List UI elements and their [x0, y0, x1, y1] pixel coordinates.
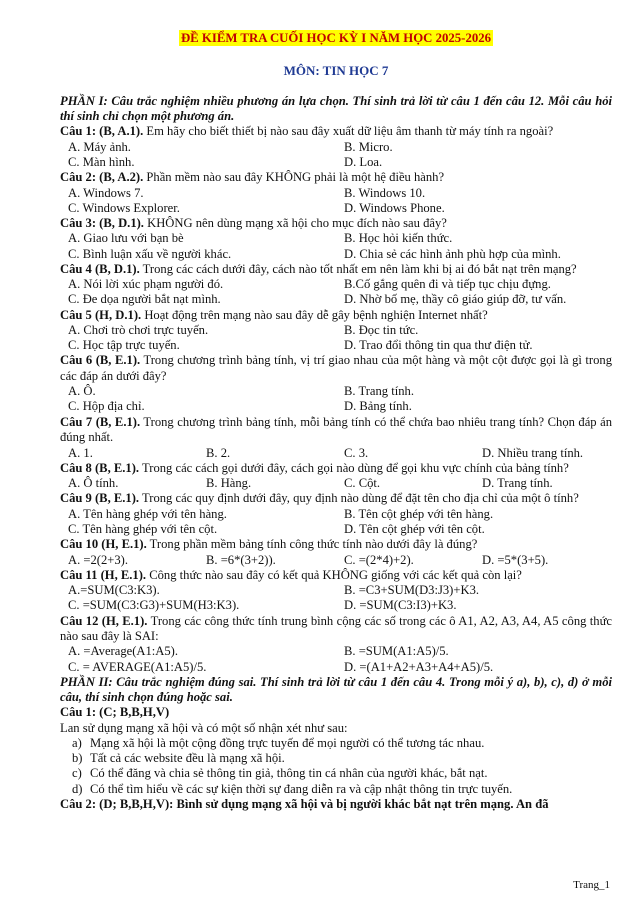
answer-option: A. Tên hàng ghép với tên hàng. — [68, 506, 227, 521]
answer-options — [60, 186, 612, 216]
answer-option: B. 2. — [206, 445, 231, 460]
part2-q1-label: Câu 1: (C; B,B,H,V) — [60, 705, 170, 720]
question-label: Câu 7 (B, E.1). — [60, 414, 141, 429]
question — [60, 353, 612, 384]
answer-option: B. Windows 10. — [344, 185, 426, 200]
answer-option: C. 3. — [344, 445, 369, 460]
answer-option: C. Bình luận xấu về người khác. — [68, 246, 232, 261]
question-label: Câu 8 (B, E.1). — [60, 460, 140, 475]
question — [60, 262, 612, 277]
question-text: Công thức nào sau đây có kết quả KHÔNG giống với các kết quả còn lại? — [146, 567, 522, 582]
part2-q1-intro: Lan sử dụng mạng xã hội và có một số nhận xét như sau: — [60, 720, 348, 735]
answer-option: B. Micro. — [344, 139, 393, 154]
answer-option: A. Ô tính. — [68, 476, 119, 491]
answer-option: A. Máy ảnh. — [68, 139, 131, 154]
statement — [72, 736, 612, 751]
question — [60, 568, 612, 583]
answer-option: B. =C3+SUM(D3:J3)+K3. — [344, 583, 480, 598]
answer-options — [60, 231, 612, 261]
question-label: Câu 5 (H, D.1). — [60, 307, 142, 322]
question-label: Câu 6 (B, E.1). — [60, 353, 141, 368]
question — [60, 415, 612, 446]
question — [60, 124, 612, 139]
question-label: Câu 9 (B, E.1). — [60, 491, 140, 506]
title-block — [60, 30, 612, 48]
question — [60, 216, 612, 231]
statement — [72, 751, 612, 766]
exam-title: ĐỀ KIỂM TRA CUỐI HỌC KỲ I NĂM HỌC 2025-2026 — [180, 31, 492, 45]
statement-text: Tất cả các website đều là mạng xã hội. — [90, 751, 285, 766]
answer-option: A. =Average(A1:A5). — [68, 644, 179, 659]
answer-option: B. Trang tính. — [344, 384, 414, 399]
question-label: Câu 11 (H, E.1). — [60, 567, 147, 582]
question — [60, 461, 612, 476]
part1-heading: PHẦN I: Câu trắc nghiệm nhiều phương án lựa chọn. Thí sinh trả lời từ câu 1 đến câu 12. Mỗi câu hỏi thí sinh chỉ chọn một phương án. — [60, 94, 612, 124]
question-label: Câu 4 (B, D.1). — [60, 261, 140, 276]
answer-option: D. Tên cột ghép với tên cột. — [344, 521, 485, 536]
question-text: Phần mềm nào sau đây KHÔNG phải là một hệ điều hành? — [143, 170, 445, 185]
subject-title: MÔN: TIN HỌC 7 — [283, 63, 389, 78]
statement-key: a) — [72, 735, 82, 750]
part2-q2-label: Câu 2: (D; B,B,H,V): Bình sử dụng mạng xã hội và bị người khác bắt nạt trên mạng. An đã — [60, 797, 549, 812]
statement-key: b) — [72, 751, 83, 766]
answer-option: D. Nhờ bố mẹ, thầy cô giáo giúp đỡ, tư vấn. — [344, 292, 567, 307]
page-number: Trang_1 — [573, 879, 610, 891]
question — [60, 170, 612, 185]
answer-options — [60, 384, 612, 414]
answer-option: D. =SUM(C3:I3)+K3. — [344, 598, 457, 613]
answer-option: C. Tên hàng ghép với tên cột. — [68, 521, 218, 536]
question-label: Câu 1: (B, A.1). — [60, 124, 144, 139]
question — [60, 491, 612, 506]
answer-option: A. Giao lưu với bạn bè — [68, 231, 184, 246]
answer-options — [60, 446, 612, 461]
answer-option: B. Đọc tin tức. — [344, 323, 419, 338]
answer-option: A. Ô. — [68, 384, 96, 399]
question-label: Câu 10 (H, E.1). — [60, 537, 147, 552]
question-text: Trong các quy định dưới đây, quy định nào dùng để đặt tên cho địa chỉ của một ô tính? — [139, 491, 579, 506]
answer-option: C. Windows Explorer. — [68, 200, 180, 215]
part2-heading: PHẦN II: Câu trắc nghiệm đúng sai. Thí sinh trả lời từ câu 1 đến câu 4. Trong mỗi ý a), b), c), d) ở mỗi câu, thí sinh chọn đúng hoặc sai. — [60, 674, 612, 704]
answer-option: C. =SUM(C3:G3)+SUM(H3:K3). — [68, 598, 240, 613]
statement-text: Mạng xã hội là một cộng đồng trực tuyến để mọi người có thể tương tác nhau. — [90, 735, 485, 750]
answer-option: D. =(A1+A2+A3+A4+A5)/5. — [344, 659, 494, 674]
answer-option: D. Nhiều trang tính. — [482, 445, 584, 460]
question-text: KHÔNG nên dùng mạng xã hội cho mục đích nào sau đây? — [143, 216, 447, 231]
answer-option: C. = AVERAGE(A1:A5)/5. — [68, 659, 207, 674]
answer-options — [60, 507, 612, 537]
answer-option: B. Tên cột ghép với tên hàng. — [344, 506, 494, 521]
answer-option: C. Đe dọa người bắt nạt mình. — [68, 292, 221, 307]
question-label: Câu 3: (B, D.1). — [60, 216, 144, 231]
answer-option: B. Hàng. — [206, 476, 252, 491]
statement-key: d) — [72, 781, 83, 796]
answer-option: C. =(2*4)+2). — [344, 552, 414, 567]
answer-option: D. Trang tính. — [482, 476, 553, 491]
question-text: Trong các cách dưới đây, cách nào tốt nhất em nên làm khi bị ai đó bắt nạt trên mạng? — [139, 261, 577, 276]
question — [60, 537, 612, 552]
answer-options — [60, 277, 612, 307]
answer-option: D. Bảng tính. — [344, 399, 412, 414]
question-text: Trong các cách gọi dưới đây, cách gọi nào dùng để gọi khu vực chính của bảng tính? — [139, 460, 569, 475]
answer-option: B. =6*(3+2)). — [206, 552, 276, 567]
answer-option: A. Chơi trò chơi trực tuyến. — [68, 323, 209, 338]
answer-option: D. Trao đổi thông tin qua thư điện tử. — [344, 338, 533, 353]
question-text: Trong phần mềm bảng tính công thức tính nào dưới đây là đúng? — [146, 537, 478, 552]
statement-text: Có thể đăng và chia sẻ thông tin giả, thông tin cá nhân của người khác, bắt nạt. — [90, 766, 488, 781]
answer-options — [60, 323, 612, 353]
answer-option: B. =SUM(A1:A5)/5. — [344, 644, 449, 659]
answer-option: C. Hộp địa chỉ. — [68, 399, 145, 414]
statement-key: c) — [72, 766, 82, 781]
answer-option: D. =5*(3+5). — [482, 552, 549, 567]
answer-option: A. =2(2+3). — [68, 552, 129, 567]
statement — [72, 782, 612, 797]
question-text: Em hãy cho biết thiết bị nào sau đây xuất dữ liệu âm thanh từ máy tính ra ngoài? — [143, 124, 554, 139]
question-text: Hoạt động trên mạng nào sau đây dễ gây bệnh nghiện Internet nhất? — [141, 307, 488, 322]
question — [60, 308, 612, 323]
answer-option: C. Cột. — [344, 476, 381, 491]
answer-option: A. 1. — [68, 445, 93, 460]
part2-q1-statements — [72, 736, 612, 797]
part1-questions — [60, 124, 612, 674]
answer-option: B. Học hỏi kiến thức. — [344, 231, 453, 246]
statement-text: Có thể tìm hiểu về các sự kiện thời sự đang diễn ra và cập nhật thông tin trực tuyến. — [90, 781, 513, 796]
question — [60, 614, 612, 645]
answer-options — [60, 644, 612, 674]
answer-option: D. Windows Phone. — [344, 200, 445, 215]
answer-option: A. Nói lời xúc phạm người đó. — [68, 277, 224, 292]
answer-option: C. Học tập trực tuyến. — [68, 338, 180, 353]
exam-page — [60, 0, 612, 812]
answer-option: B.Cố gắng quên đi và tiếp tục chịu đựng. — [344, 277, 551, 292]
answer-options — [60, 553, 612, 568]
answer-option: D. Chia sẻ các hình ảnh phù hợp của mình. — [344, 246, 561, 261]
answer-option: A. Windows 7. — [68, 185, 144, 200]
answer-option: D. Loa. — [344, 155, 383, 170]
answer-options — [60, 583, 612, 613]
answer-option: A.=SUM(C3:K3). — [68, 583, 160, 598]
question-text: Trong chương trình bảng tính, mỗi bảng tính có thể chứa bao nhiêu trang tính? Chọn đáp án đúng nhất. — [60, 414, 612, 445]
question-label: Câu 2: (B, A.2). — [60, 170, 144, 185]
answer-options — [60, 476, 612, 491]
answer-options — [60, 140, 612, 170]
statement — [72, 766, 612, 781]
question-label: Câu 12 (H, E.1). — [60, 613, 148, 628]
question-text: Trong chương trình bảng tính, vị trí giao nhau của một hàng và một cột được gọi là gì trong các đáp án dưới đây? — [60, 353, 612, 383]
answer-option: C. Màn hình. — [68, 155, 135, 170]
question-text: Trong các công thức tính trung bình cộng các số trong các ô A1, A2, A3, A4, A5 công thức nào sau đây là SAI: — [60, 613, 612, 643]
